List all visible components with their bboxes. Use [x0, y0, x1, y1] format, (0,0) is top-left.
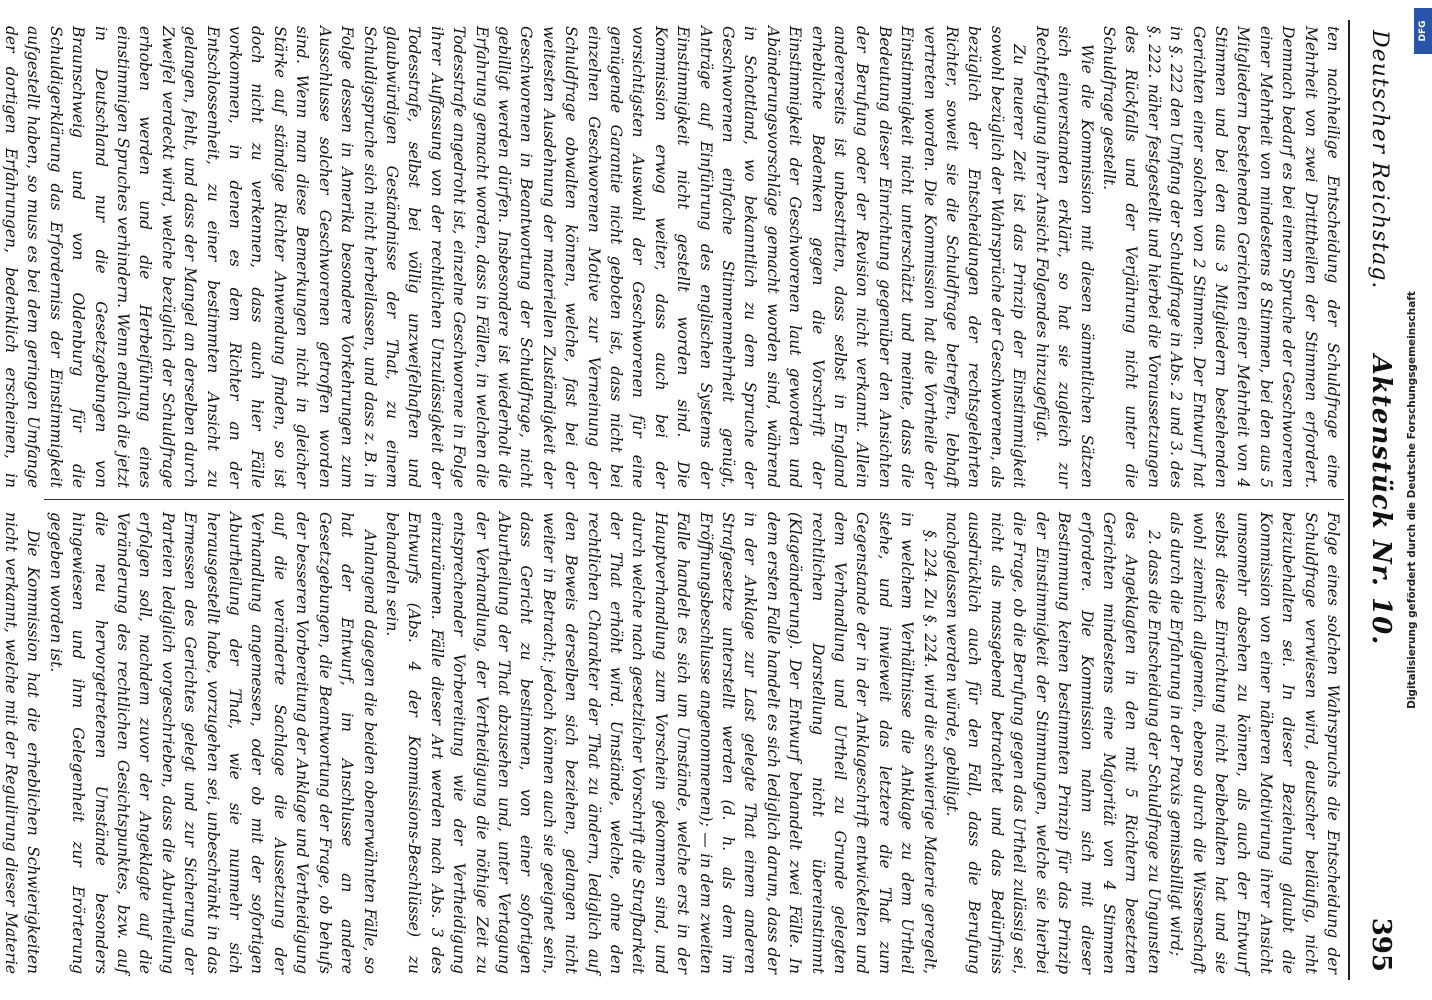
- header-left-title: Deutscher Reichstag.: [1367, 30, 1392, 290]
- left-paragraph-3: Zu neuerer Zeit ist das Prinzip der Einstimmigkeit sowohl bezüglich der Wahrsprüche der Geschworenen, als bezüglich der Entscheidungen der rechtsgelehrten Richter, soweit sie die Schuldfrage betreffen, lebhaft vertreten worden. Die Kommission hat die Vortheile der Einstimmigkeit nicht unterschätzt und meinte, dass die Bedeutung dieser Einrichtung gegenüber den Ansichten der Berufung oder der Revision nicht verkannt. Allein andererseits ist unbestritten, dass selbst in England erhebliche Bedenken gegen die Vorschrift der Einstimmigkeit der Geschworenen laut geworden und Abänderungsvorschläge gemacht worden sind, während in Schottland, wo bekanntlich zu dem Spruche der Geschworenen einfache Stimmenmehrheit genügt, Anträge auf Einführung des englischen Systems der Einstimmigkeit nicht gestellt worden sind. Die Kommission erwog weiter, dass auch bei der vorsichtigsten Auswahl der Geschworenen für eine genügende Garantie nicht geboten ist, dass nicht bei einzelnen Geschworenen Motive zur Verneinung der Schuldfrage obwalten können, welche, fast bei der weitesten Ausdehnung der materiellen Zuständigkeit der Geschworenen in Beantwortung der Schuldfrage, nicht gebilligt werden dürfen. Insbesondere ist wiederholt die Erfahrung gemacht worden, dass in Fällen, in welchen die Todesstrafe angedroht ist, einzelne Geschworene in Folge ihrer Auffassung von der rechtlichen Unzulässigkeit der Todesstrafe, selbst bei völlig unzweifelhaften und glaubwürdigen Geständnisse der That, zu einem Schuldigspruche sich nicht herbeilassen, und dass z. B. in Folge dessen in Amerika besondere Vorkehrungen zum Ausschlusse solcher Geschworenen getroffen worden sind. Wenn man diese Bemerkungen nicht in gleicher Stärke auf ständige Richter Anwendung finden, so ist doch nicht zu verkennen, dass auch hier Fälle vorkommen, in denen es dem Richter an der Entschlossenheit, zu einer bestimmten Ansicht zu gelangen, fehlt, und dass der Mangel an derselben durch Zweifel verdeckt wird, welche bezüglich der Schuldfrage erhoben werden und die Herbeiführung eines einstimmigen Spruches verhindern. Wenn endlich die jetzt in Deutschland nur die Gesetzgebungen von Braunschweig und von Oldenburg für die Schuldigerklärung das Erforderniss der Einstimmigkeit aufgestellt haben, so muss es bei dem geringen Umfange der dortigen Erfahrungen, bedenklich erscheinen, in: [2, 26, 1029, 488]
- left-column: [2, 26, 1344, 488]
- left-paragraph-2: Wie die Kommission mit diesen sämmtlichen Sätzen sich einverstanden erklärt, so hat sie zugleich zur Rechtfertigung ihrer Ansicht Folgendes hinzugefügt.: [1032, 26, 1096, 488]
- right-paragraph-2: 2. dass die Entscheidung der Schuldfrage zu Ungunsten des Angeklagten in den mit 5 Richtern besetzten Gerichten mindestens eine Majorität von 4 Stimmen erfordere. Die Kommission nahm sich mit dieser Bestimmung keinen bestimmten Prinzip für das Prinzip der Einstimmigkeit der Stimmungen, welche sie hierbei die Frage, ob die Berufung gegen das Urtheil zulässig sei, nicht als massgebend betrachtet und das Bedürfniss ausdrücklich auch für den Fall, dass die Berufung nachgelassen werden würde, gebilligt.: [943, 512, 1163, 974]
- right-paragraph-4: Anlangend dagegen die beiden obenerwähnten Fälle, so hat der Entwurf, im Anschlusse an andere Gesetzgebungen, die Beantwortung der Frage, ob behufs der besseren Vorbereitung der Anklage und Vertheidigung auf die veränderte Sachlage die Aussetzung der Verhandlung angemessen, oder ob mit der sofortigen Aburtheilung der That, wie sie nunmehr sich herausgestellt habe, vorzugehen sei, unbeschränkt in das Ermessen des Gerichtes gelegt und zur Sicherung der Parteien lediglich vorgeschrieben, dass die Aburtheilung erfolgen soll, nachdem zuvor der Angeklagte auf die Veränderung des rechtlichen Gesichtspunktes, bzw. auf die neu hervorgetretenen Umstände besonders hingewiesen und ihm Gelegenheit zur Erörterung gegeben worden ist.: [46, 512, 379, 974]
- text-columns: [2, 26, 1344, 974]
- credit-text: Digitalisierung gefördert durch die Deutsche Forschungsgemeinschaft: [1406, 291, 1418, 709]
- right-paragraph-3: §. 224. Zu §. 224. wird die schwierige Materie geregelt, in welchem Verhältnisse die Anklage zu dem Urtheil stehe, und inwieweit das letztere die That zum Gegenstande der in der Anklageschrift entwickelten und dem Verhandlung und Urtheil zu Grunde gelegten rechtlichen Darstellung nicht übereinstimmt (Klageänderung). Der Entwurf behandelt zwei Fälle. In dem ersten Falle handelt es sich lediglich darum, dass der in der Anklage zur Last gelegte That einem anderen Strafgesetze unterstellt werden (d. h. als dem im Eröffnungsbeschlusse angenommenen); — in dem zweiten Falle handelt es sich um Umstände, welche erst in der Hauptverhandlung zum Vorschein gekommen sind, und durch welche nach gesetzlicher Vorschrift die Strafbarkeit der That erhöht wird. Umstände, welche, ohne den rechtlichen Charakter der That zu ändern, lediglich auf den Beweis derselben sich beziehen, gelangen nicht weiter in Betracht; jedoch können auch sie geeignet sein, dass Gericht zu bestimmen, von einer sofortigen Aburtheilung der That abzusehen und, unter Vertagung der Verhandlung, der Vertheidigung die nöthige Zeit zu entsprechender Vorbereitung wie der Vertheidigung einzuräumen. Fälle dieser Art werden nach Abs. 3 des Entwurfs (Abs. 4 der Kommissions-Beschlüsse) zu behandeln sein.: [382, 512, 939, 974]
- dfg-logo-text: DFG: [1418, 20, 1428, 42]
- header-document-number: Aktenstück Nr. 10.: [1366, 354, 1396, 646]
- right-paragraph-1: Folge eines solchen Wahrspruchs die Entscheidung der Schuldfrage verwiesen wird, deutscher beiläufig, nicht beizubehalten sei. In dieser Beziehung glaubt die Kommission von einer näheren Motivirung ihrer Ansicht umsomehr absehen zu können, als auch der Entwurf selbst diese Einrichtung nicht beibehalten hat und sie wohl ziemlich allgemein, ebenso durch die Wissenschaft als durch die Erfahrung in der Praxis gemissbilligt wird;: [1167, 512, 1342, 974]
- digitization-credit: [1392, 0, 1432, 1000]
- right-column: [2, 512, 1344, 974]
- right-paragraph-5: Die Kommission hat die erheblichen Schwierigkeiten nicht verkannt, welche mit der Regulirung dieser Materie: [2, 512, 43, 974]
- left-paragraph-1: ten nachheilige Entscheidung der Schuldfrage eine Mehrheit von zwei Dritttheilen der Stimmen erfordert. Demnach bedarf es bei einem Spruche der Geschworenen einer Mehrheit von mindestens 8 Stimmen, bei den aus 5 Mitgliedern bestehenden Gerichten einer Mehrheit von 4 Stimmen und bei den aus 3 Mitgliedern bestehenden Gerichten einer solchen von 2 Stimmen. Der Entwurf hat in §. 222 den Umfang der Schuldfrage in Abs. 2 und 3. des §. 222. näher festgestellt und hierbei die Voraussetzungen des Rückfalls und der Verjährung nicht unter die Schuldfrage gestellt.: [1099, 26, 1342, 488]
- page-number: 395: [1366, 917, 1396, 972]
- column-divider: [44, 499, 1344, 500]
- rotated-document: [2, 20, 1406, 980]
